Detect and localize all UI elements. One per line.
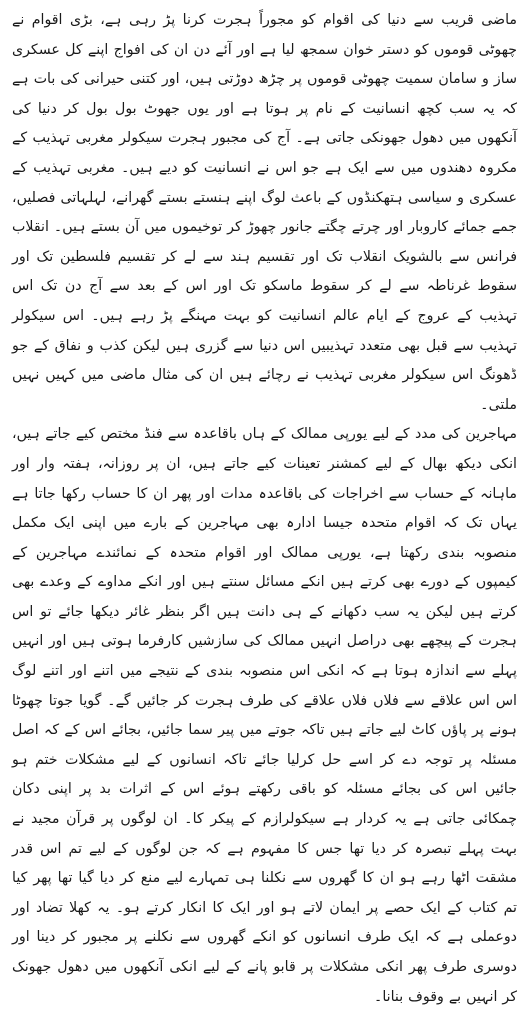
paragraph-refugee-funding: مہاجرین کی مدد کے لیے یورپی ممالک کے ہاں باقاعدہ سے فنڈ مختص کیے جاتے ہیں، انکی دیکھ بھال کے لیے کمشنر تعینات کیے جاتے ہیں، ان پر روزانہ، ہفتہ وار اور ماہانہ کے حساب سے اخراجات کی باقاعدہ مدات اور پھر ان کا حساب رکھا جاتا ہے یہاں تک کہ اقوام متحدہ جیسا ادارہ بھی مہاجرین کے بارے میں اپنی ایک مکمل منصوبہ بندی رکھتا ہے، یورپی ممالک اور اقوام متحدہ کے نمائندے مہاجرین کے کیمپوں کے دورے بھی کرتے ہیں انکے مسائل سنتے ہیں اور انکے مداوے کے وعدے بھی کرتے ہیں لیکن یہ سب دکھانے کے ہی دانت ہیں اگر بنظر غائر دیکھا جائے تو اس ہجرت کے پیچھے بھی دراصل انہیں ممالک کی سازشیں کارفرما ہوتی ہیں اور انہیں پہلے سے اندازہ ہوتا ہے کہ انکی اس منصوبہ بندی کے نتیجے میں اتنے اور اتنے لوگ اس اس علاقے سے فلاں فلاں علاقے کی طرف ہجرت کر جائیں گے۔ گویا جوتا چھوٹا ہونے پر پاؤں کاٹ لیے جاتے ہیں تاکہ جوتے میں پیر سما جائیں، بجائے اس کے کہ اصل مسئلہ پر توجہ دے کر اسے حل کرلیا جائے تاکہ انسانوں کے لیے مشکلات ختم ہو جائیں اس کی بجائے مسئلہ کو باقی رکھتے ہوئے اس کے اثرات بد پر اپنی دکان چمکائی جاتی ہے یہ کردار ہے سیکولرازم کے پیکر کا۔ ان لوگوں پر قرآن مجید نے بہت پہلے تبصرہ کر دیا تھا جس کا مفہوم ہے کہ جن لوگوں کے لیے تم اس قدر مشقت اٹھا رہے ہو ان کا گھروں سے نکلنا ہی تمہارے لیے منع کر دیا گیا تھا پھر کیا تم کتاب کے ایک حصے پر ایمان لاتے ہو اور ایک کا انکار کرتے ہو۔ یہ کھلا تضاد اور دوعملی ہے کہ ایک طرف انسانوں کو انکے گھروں سے نکلنے پر مجبور کر دینا اور دوسری طرف پھر انکی مشکلات پر قابو پانے کے لیے انکی آنکھوں میں دھول جھونک کر انہیں بے وقوف بنانا۔ (12, 426, 517, 1005)
paragraph-hijrat-intro: ماضی قریب سے دنیا کی اقوام کو مجوراً ہجرت کرنا پڑ رہی ہے، بڑی اقوام نے چھوٹی قوموں کو دستر خوان سمجھ لیا ہے اور آئے دن ان کی افواج اپنے کل عسکری ساز و سامان سمیت چھوٹی قوموں پر چڑھ دوڑتی ہیں، اور کتنی حیرانی کی بات ہے کہ یہ سب کچھ انسانیت کے نام پر ہوتا ہے اور یوں جھوٹ بول بول کر دنیا کی آنکھوں میں دھول جھونکی جاتی ہے۔ آج کی مجبور ہجرت سیکولر مغربی تہذیب کے مکروہ دھندوں میں سے ایک ہے جو اس نے انسانیت کو دیے ہیں۔ مغربی تہذیب کے عسکری و سیاسی ہتھکنڈوں کے باعث لوگ اپنے ہنستے بستے گھرانے، لہلہاتی فصلیں، جمے جمائے کاروبار اور چرتے چگتے جانور چھوڑ کر توخیموں میں آن بستے ہیں۔ انقلاب فرانس سے بالشویک انقلاب تک اور تقسیم ہند سے لے کر تقسیم فلسطین تک اور سقوط غرناطہ سے لے کر سقوط ماسکو تک اور اس کے بعد سے آج دن تک اس تہذیب کے عروج کے ایام عالم انسانیت کو بہت مہنگے پڑ رہے ہیں۔ اس سیکولر تہذیب سے قبل بھی متعدد تہذیبیں اس دنیا سے گزری ہیں لیکن کذب و نفاق کے جو ڈھونگ اس سیکولر مغربی تہذیب نے رچائے ہیں ان کی مثال ماضی میں کہیں نہیں ملتی۔ (12, 12, 517, 413)
